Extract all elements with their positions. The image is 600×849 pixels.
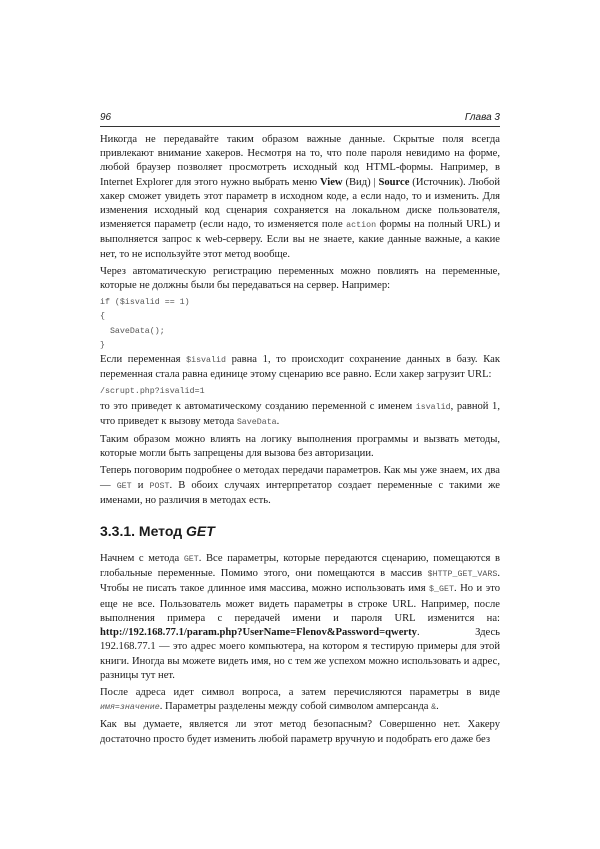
inline-code-http-get-vars: $HTTP_GET_VARS (427, 570, 498, 580)
paragraph-methods: Теперь поговорим подробнее о методах передачи параметров. Как мы уже знаем, их два — GET и POST. В обоих случаях интерпретатор создает переменные с такими же именами, но различия в методах есть. (100, 465, 500, 506)
chapter-title: Глава 3 (464, 112, 500, 123)
inline-code-get: GET (183, 555, 199, 565)
paragraph-get-method: Начнем с метода GET. Все параметры, которые передаются сценарию, помещаются в глобальные переменные. Помимо этого, они помещаются в массив $HTTP_GET_VARS. Чтобы не писать такое длинное имя массива, можно использовать имя $_GET. Но и это еще не все. Пользователь может видеть параметры в строке URL. Например, после выполнения примера с передачей имени и пароля URL изменится на: http://192.168.77.1/param.php?UserName=Flenov&Password=qwerty. Здесь 192.168.77.1 — это адрес моего компьютера, на котором я тестирую примеры для этой книги. Иногда вы можете видеть имя, но с тем же успехом можно использовать и адрес, разницы тут нет. (100, 553, 500, 681)
page-body (100, 133, 500, 750)
menu-view: View (320, 176, 343, 188)
page-number: 96 (100, 112, 112, 123)
paragraph-logic: Таким образом можно влиять на логику выполнения программы и вызвать методы, которые могли быть запрещены для вызова без авторизации. (100, 434, 500, 460)
inline-code-action: action (346, 221, 377, 231)
paragraph-isvalid: Если переменная $isvalid равна 1, то происходит сохранение данных в базу. Как переменная стала равна единице этому сценарию все равно. Если хакер загрузит URL: (100, 354, 500, 381)
code-line: if ($isvalid == 1) (100, 298, 190, 308)
inline-code-ampersand: & (431, 703, 437, 713)
inline-code-get-array: $_GET (429, 585, 454, 595)
section-heading: 3.3.1. Метод GET (100, 523, 215, 540)
menu-source: Source (378, 176, 410, 188)
header-rule (100, 126, 500, 127)
example-url: http://192.168.77.1/param.php?UserName=Flenov&Password=qwerty (100, 627, 417, 639)
paragraph-savedata: то это приведет к автоматическому созданию переменной с именем isvalid, равной 1, что приведет к вызову метода SaveData. (100, 400, 500, 427)
inline-code-get: GET (116, 481, 132, 491)
code-block-url (100, 385, 500, 399)
code-block-isvalid (100, 296, 500, 353)
inline-code-isvalid: $isvalid (186, 356, 226, 366)
code-line: { (100, 312, 105, 322)
inline-code-post: POST (149, 481, 170, 491)
code-line: SaveData(); (100, 326, 165, 336)
paragraph-autoregistration: Через автоматическую регистрацию переменных можно повлиять на переменные, которые не должны были бы передаваться на сервер. Например: (100, 265, 500, 292)
paragraph-hidden-fields: Никогда не передавайте таким образом важные данные. Скрытые поля всегда привлекают внимание хакеров. Несмотря на то, что поле пароля невидимо на форме, любой браузер позволяет просмотреть исходный код HTML-формы. Например, в Internet Explorer для этого нужно выбрать меню View (Вид) | Source (Источник). Любой хакер сможет увидеть этот параметр в исходном коде, а если надо, то и изменить. Для изменения исходный код сценария сохраняется на локальном диске пользователя, изменяется параметр (если надо, то изменяется поле action формы на полный URL) и выполняется запрос к web-серверу. Если вы не знаете, какие данные важные, а какие нет, то не используйте этот метод вообще. (100, 134, 500, 260)
inline-code-name-value: имя=значение (100, 703, 160, 713)
paragraph-params-format: После адреса идет символ вопроса, а затем перечисляются параметры в виде имя=значение. Параметры разделены между собой символом амперсанда &. (100, 686, 500, 713)
code-line: } (100, 340, 105, 350)
code-line: /scrupt.php?isvalid=1 (100, 387, 205, 397)
paragraph-security: Как вы думаете, является ли этот метод безопасным? Совершенно нет. Хакеру достаточно просто будет изменить любой параметр вручную и подобрать его даже без (100, 719, 500, 745)
inline-code-isvalid-name: isvalid (415, 402, 451, 412)
inline-code-savedata: SaveData (236, 417, 277, 427)
